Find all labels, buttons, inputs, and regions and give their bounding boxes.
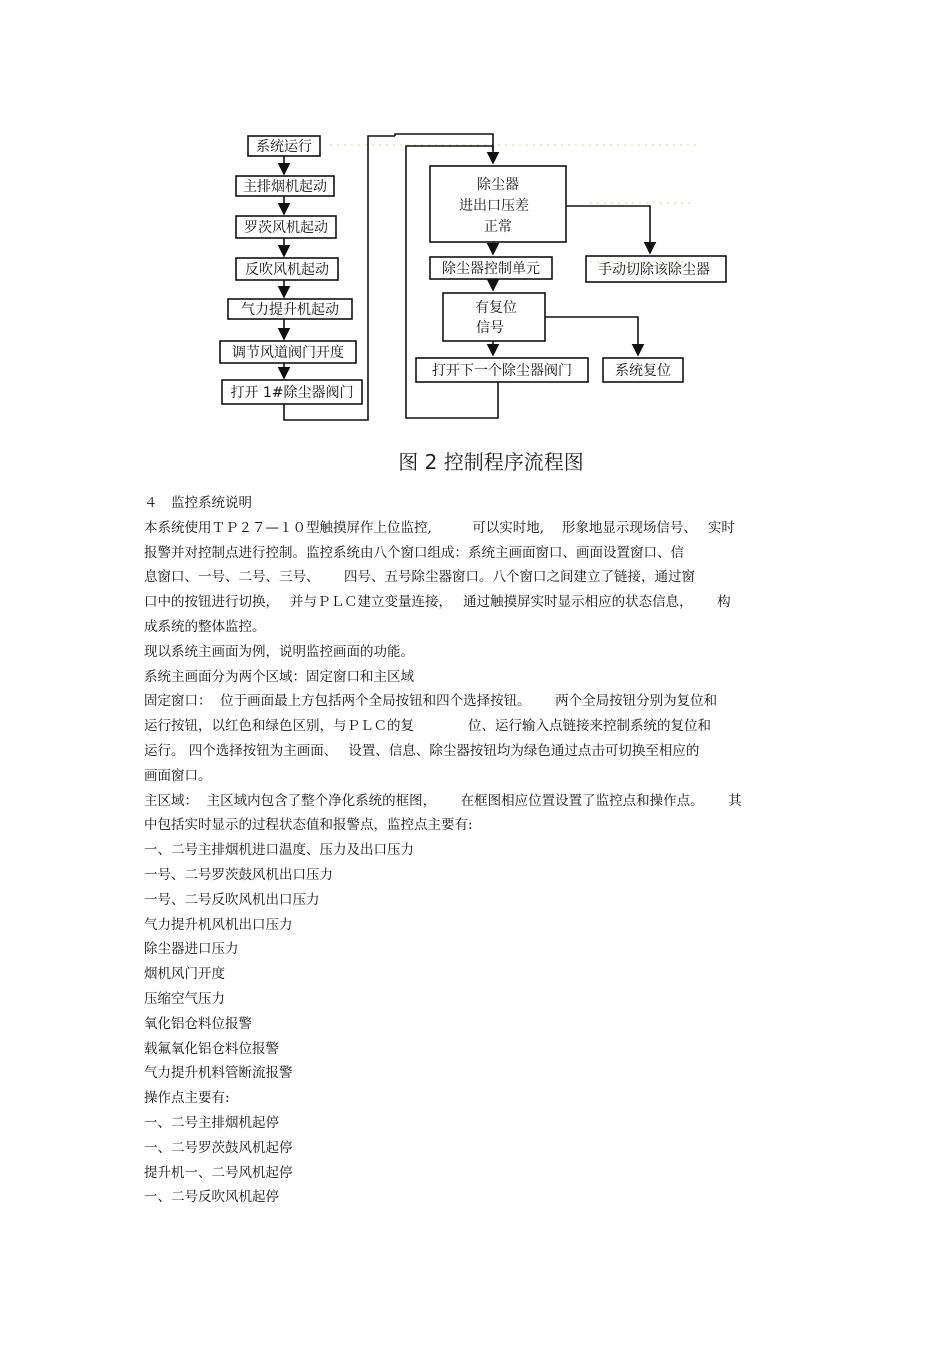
- text-line: 系统主画面分为两个区域：固定窗口和主区域: [144, 668, 414, 685]
- text-line: 气力提升机风机出口压力: [144, 916, 293, 933]
- system-reset-box: 系统复位: [615, 363, 671, 379]
- text-line: 一、二号罗茨鼓风机起停: [144, 1139, 293, 1156]
- step-reverse-fan-start: 反吹风机起动: [245, 262, 329, 278]
- text-line: 除尘器进口压力: [144, 941, 239, 958]
- text-line: 一、二号反吹风机起停: [144, 1189, 279, 1206]
- text-line: 氧化铝仓料位报警: [144, 1015, 252, 1032]
- text-line: 载氟氧化铝仓料位报警: [144, 1040, 279, 1057]
- reset-check-line-2: 信号: [476, 320, 504, 336]
- text-line: 口中的按钮进行切换， 并与ＰＬＣ建立变量连接， 通过触摸屏实时显示相应的状态信息， 构: [144, 594, 731, 611]
- text-line: 一、二号主排烟机进口温度、压力及出口压力: [144, 842, 414, 859]
- reset-check-line-1: 有复位: [475, 300, 517, 316]
- text-line: 提升机一、二号风机起停: [144, 1164, 293, 1181]
- step-system-run: 系统运行: [256, 139, 312, 155]
- control-unit-box: 除尘器控制单元: [442, 261, 540, 277]
- figure-caption: 图 2 控制程序流程图: [398, 450, 584, 474]
- text-line: 画面窗口。: [144, 767, 212, 784]
- text-line: 中包括实时显示的过程状态值和报警点，监控点主要有:: [144, 817, 473, 834]
- text-line: 固定窗口： 位于画面最上方包括两个全局按钮和四个选择按钮。 两个全局按钮分别为复位和: [144, 693, 718, 710]
- step-pneumatic-lift-start: 气力提升机起动: [241, 302, 339, 318]
- open-next-valve-box: 打开下一个除尘器阀门: [432, 363, 572, 379]
- text-line: 本系统使用ＴＰ２７—１０型触摸屏作上位监控, 可以实时地, 形象地显示现场信号、 实时: [144, 519, 735, 536]
- text-line: 现以系统主画面为例，说明监控画面的功能。: [144, 643, 414, 660]
- text-line: 一号、二号反吹风机出口压力: [144, 891, 320, 908]
- control-flowchart: [0, 0, 950, 490]
- text-line: 气力提升机料管断流报警: [144, 1065, 293, 1082]
- text-line: 一、二号主排烟机起停: [144, 1114, 279, 1131]
- text-line: 运行。 四个选择按钮为主画面、 设置、信息、除尘器按钮均为绿色通过点击可切换至相应的: [144, 742, 700, 759]
- step-adjust-valve: 调节风道阀门开度: [232, 345, 344, 361]
- check-line-2: 进出口压差: [459, 198, 529, 214]
- text-line: 成系统的整体监控。: [144, 618, 266, 635]
- check-line-3: 正常: [484, 219, 512, 235]
- step-roots-blower-start: 罗茨风机起动: [244, 220, 328, 236]
- text-line: 主区域： 主区域内包含了整个净化系统的框图， 在框图相应位置设置了监控点和操作点。 其: [144, 792, 742, 809]
- step-open-valve-1: 打开 1#除尘器阀门: [230, 385, 354, 401]
- section-heading: ４ 监控系统说明: [144, 495, 252, 511]
- text-line: 烟机风门开度: [144, 966, 225, 983]
- text-line: 操作点主要有:: [144, 1090, 230, 1107]
- text-line: 压缩空气压力: [144, 990, 225, 1007]
- text-line: 运行按钮，以红色和绿色区别，与ＰＬＣ的复 位、运行输入点链接来控制系统的复位和: [144, 718, 711, 735]
- text-line: 报警并对控制点进行控制。监控系统由八个窗口组成：系统主画面窗口、画面设置窗口、信: [144, 544, 684, 561]
- manual-remove-box: 手动切除该除尘器: [598, 262, 710, 278]
- check-line-1: 除尘器: [477, 177, 519, 193]
- text-line: 一号、二号罗茨鼓风机出口压力: [144, 866, 333, 883]
- step-main-fan-start: 主排烟机起动: [243, 179, 327, 195]
- text-line: 息窗口、一号、二号、三号、 四号、五号除尘器窗口。八个窗口之间建立了链接，通过窗: [144, 569, 696, 586]
- body-text: [144, 491, 814, 1210]
